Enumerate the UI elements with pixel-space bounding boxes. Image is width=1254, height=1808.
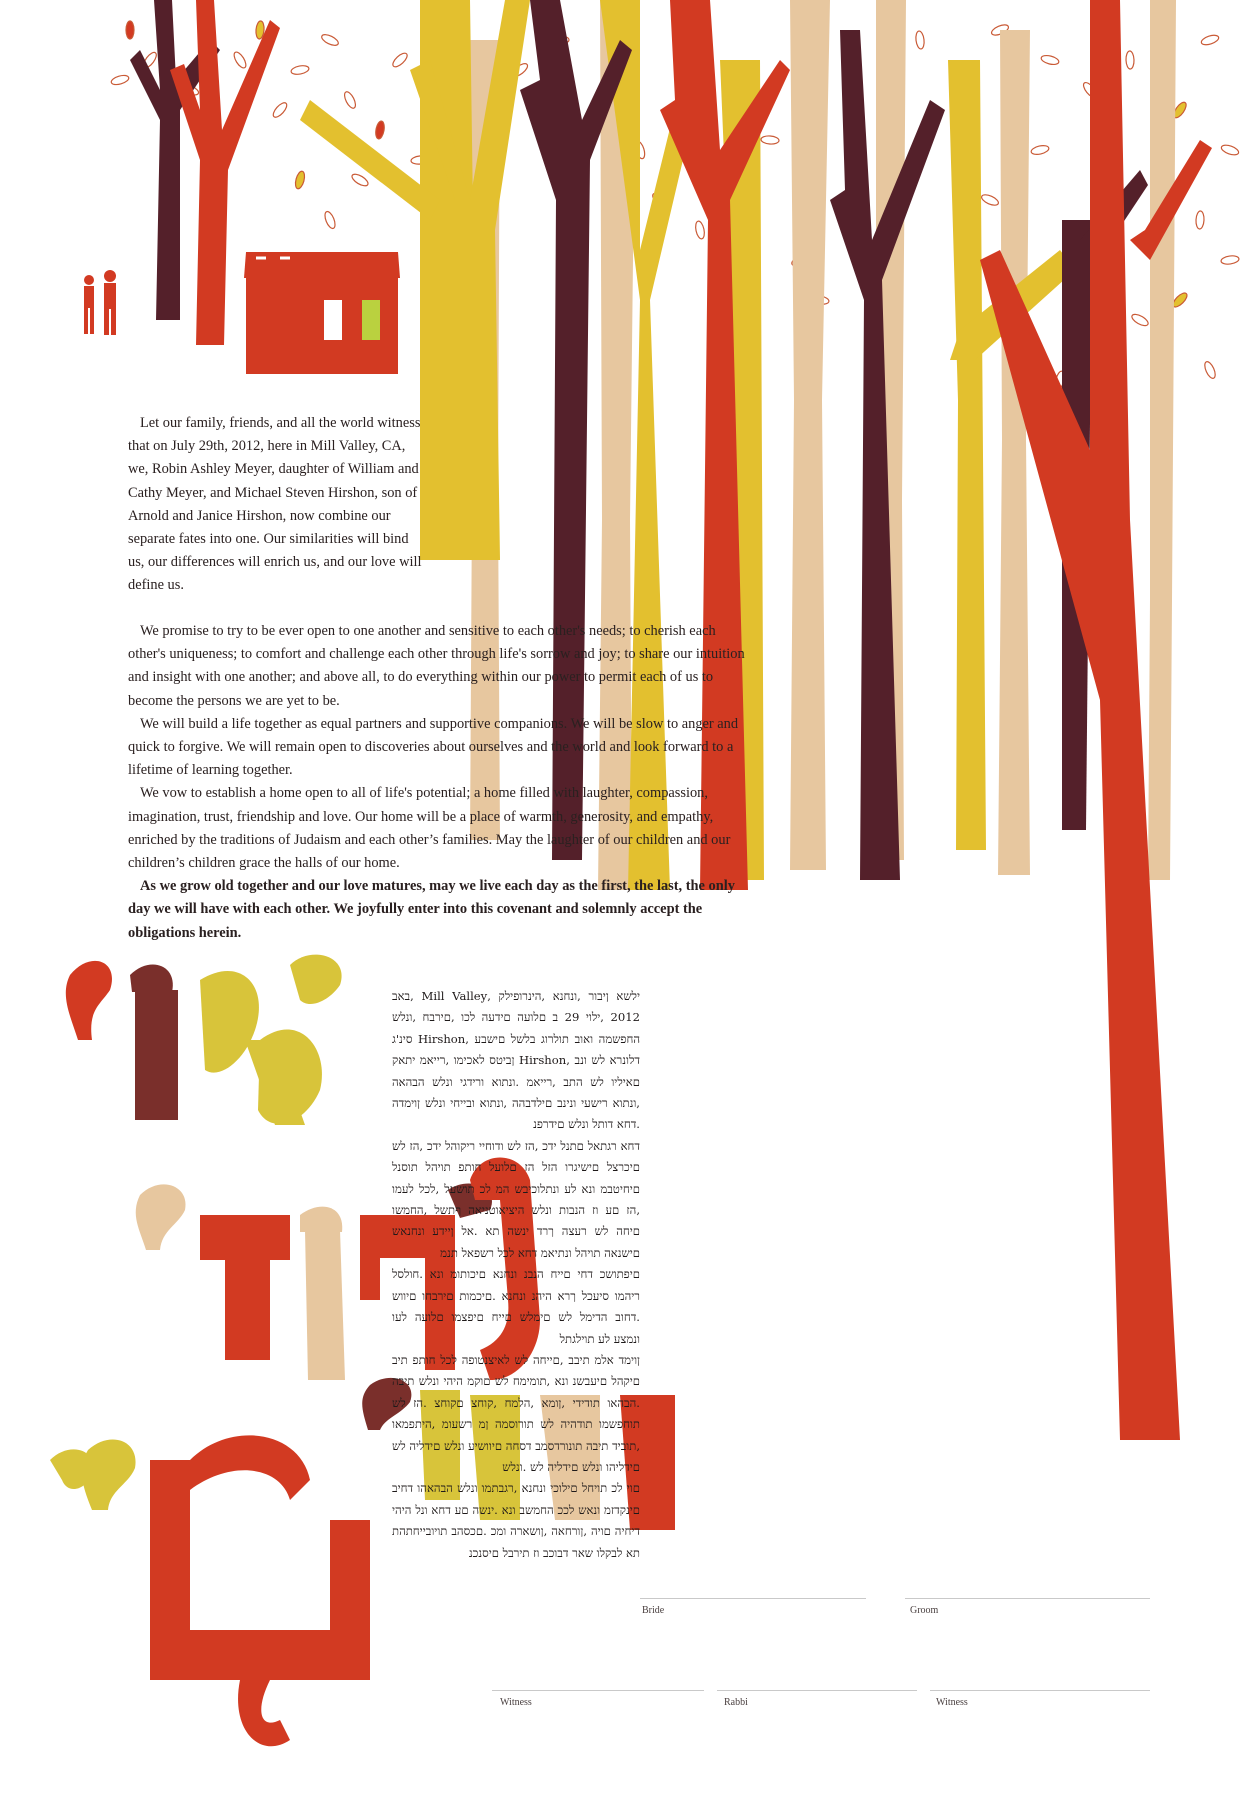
leaf-icon bbox=[1196, 211, 1205, 229]
groom-label: Groom bbox=[910, 1605, 939, 1616]
leaf-icon bbox=[350, 172, 370, 188]
leaf-icon bbox=[232, 50, 248, 70]
rabbi-label: Rabbi bbox=[724, 1697, 748, 1708]
leaf-icon bbox=[320, 32, 340, 47]
title-line-1 bbox=[66, 955, 342, 1125]
leaf-icon bbox=[915, 31, 925, 50]
house-icon bbox=[244, 252, 400, 374]
english-paragraph-1 bbox=[128, 412, 428, 598]
hebrew-paragraph: דחא רגתאל םתנל ידכ ,הז לש ודוחיי ריקוהל ידכ ,הז לש םיכרצל םישיגרו הזל הז םלועל חותפ תויהל תוסנל םיחיטבמ ונא לע ונתלוכיבש המ לכ תושעל ,לכל לעמו ,הז םע וז הנבות ונלש היציאוטניאה ףתשל ,החמשו םיחה לש רעצה ךרד ינשה תא .אל ןיידע ונחנאש םישנאה תויהל ונתיאמ דחא לכל רשפאל תנמ bbox=[392, 1138, 640, 1260]
tree-icon bbox=[1148, 0, 1176, 880]
hebrew-text bbox=[392, 986, 640, 1564]
text-paragraph: We promise to try to be ever open to one another and sensitive to each other's needs; to cherish each other's uniqueness; to comfort and challenge each other through life's sorrow and joy; to share our intuition and insight with one another; and above all, to do everything within our power to permit each of us to become the persons we are yet to be. bbox=[128, 623, 745, 709]
tree-icon bbox=[790, 0, 830, 870]
leaf-icon bbox=[126, 21, 134, 39]
hebrew-paragraph: םוי לכ תויחל םילוכי ונחנא ,רגבתמו ונלש הבהאהו דחיב םינקדזמ ונאש לככ החמשב ונא .ינשה םע דחא ונל היהי דיחיה םויה ,ןורחאה ,ןושארה ומכ .םכסהב תויובייחתהת תא לבקלו שאר דבוכב וז תירבל םיסנכנ bbox=[392, 1481, 640, 1560]
text-paragraph: As we grow old together and our love matures, may we live each day as the first, the last, the only day we will have with each other. We joyfully enter into this covenant and solemnly accept the obligations herein. bbox=[128, 878, 735, 941]
english-paragraphs bbox=[128, 620, 748, 945]
leaf-icon bbox=[980, 193, 1000, 208]
leaf-icon bbox=[1030, 144, 1049, 156]
leaf-icon bbox=[374, 120, 385, 139]
leaf-icon bbox=[323, 210, 337, 230]
leaf-icon bbox=[342, 90, 357, 110]
leaf-icon bbox=[110, 74, 130, 87]
leaf-icon bbox=[294, 170, 306, 189]
text-paragraph: Let our family, friends, and all the world witness that on July 29th, 2012, here in Mill Valley, CA, we, Robin Ashley Meyer, daughter of William and Cathy Meyer, and Michael Steven Hirshon, son of Arnold and Janice Hirshon, now combine our separate fates into one. Our similarities will bind us, our differences will enrich us, and our love will define us. bbox=[128, 415, 422, 594]
hebrew-paragraph: םיפתושכ דחי םייח הנבנ ונחנא םיכותומ ונא .חולסל ריהמו סיעכל ךרא היהנ ונחנא .םיכמות םירבחו םיווש .דחוב הדימל לש םימלש םייח םיפצמו םלועה לעו ונמצע לע תוילגתל bbox=[392, 1267, 640, 1346]
witness-left-signature-line[interactable] bbox=[492, 1690, 704, 1691]
leaf-icon bbox=[290, 955, 342, 1004]
leaf-icon bbox=[694, 220, 706, 239]
leaf-icon bbox=[1130, 312, 1150, 328]
leaf-icon bbox=[761, 135, 780, 144]
title-line-4 bbox=[50, 1435, 370, 1746]
rabbi-signature-line[interactable] bbox=[717, 1690, 917, 1691]
leaf-icon bbox=[1221, 255, 1240, 265]
groom-signature-line[interactable] bbox=[905, 1598, 1150, 1599]
witness-left-label: Witness bbox=[500, 1697, 532, 1708]
leaf-icon bbox=[1203, 360, 1218, 380]
leaf-icon bbox=[66, 961, 112, 1040]
witness-right-label: Witness bbox=[936, 1697, 968, 1708]
leaf-icon bbox=[1126, 51, 1135, 69]
leaf-icon bbox=[290, 64, 309, 75]
bride-label: Bride bbox=[642, 1605, 665, 1616]
leaf-icon bbox=[200, 971, 259, 1073]
leaf-icon bbox=[1040, 54, 1059, 66]
couple-icon bbox=[84, 270, 116, 335]
tree-icon bbox=[948, 60, 986, 850]
hebrew-paragraph: ןוימד אלמ תיבב ,םייחה לש לאיצנטופה לכל חותפ תיב םיקהל םיעבשנ ונא ,תומימח לש םוקמ היהי ונלש תיבה .הבהאו תודידי ,ןומא ,הלמח ,קוחצ םקוחצ .הז לש תוחפשמו תודהיה לש תורוסמה ןמ רשעומ ,היתפמאו ,תוביד תיבה תונורדסמב דסחה םיוושיע ונלש םידליה לש םידליהו ונלש םידליה לש .ונלש bbox=[392, 1352, 640, 1474]
witness-right-signature-line[interactable] bbox=[930, 1690, 1150, 1691]
leaf-icon bbox=[391, 51, 410, 69]
tree-icon bbox=[998, 30, 1030, 875]
leaf-icon bbox=[271, 101, 289, 120]
hebrew-paragraph: ילשא ןיבור ,ונחנא ,הינרופילק ,Mill Valley ,באב 2012 ,ילוי 29 ב םלועה םידעה לכו ,םירבח ,ונלש החפשמה ואוב תולרוג בלשל םישבע ,Hirshon סינ'ג דלונרא לש ונב ,Hirshon ןביטס לאכימו ,רייאמ יתאק םאיליו לש התב ,רייאמ .ונתוא ורידגי ונלש הבהאה ,ונתוא רישעי ונינב םילדבהה ,ונתוא ובייחי ונלש ןוימדה .דחא דותל ונלש םידרפנ bbox=[392, 989, 641, 1132]
text-paragraph: We vow to establish a home open to all of life's potential; a home filled with laughter, compassion, imagination, trust, friendship and love. Our home will be a place of warmth, generosity, and empathy, enriched by the traditions of Judaism and each other’s families. May the laughter of our children and our children’s children grace the halls of our home. bbox=[128, 785, 731, 872]
leaf-icon bbox=[1220, 143, 1240, 156]
leaf-icon bbox=[1200, 33, 1220, 46]
tree-icon bbox=[300, 100, 440, 220]
bride-signature-line[interactable] bbox=[640, 1598, 866, 1599]
text-paragraph: We will build a life together as equal partners and supportive companions. We will be slow to anger and quick to forgive. We will remain open to discoveries about ourselves and the world and look forward to a lifetime of learning together. bbox=[128, 715, 739, 779]
leaf-icon bbox=[136, 1184, 186, 1250]
